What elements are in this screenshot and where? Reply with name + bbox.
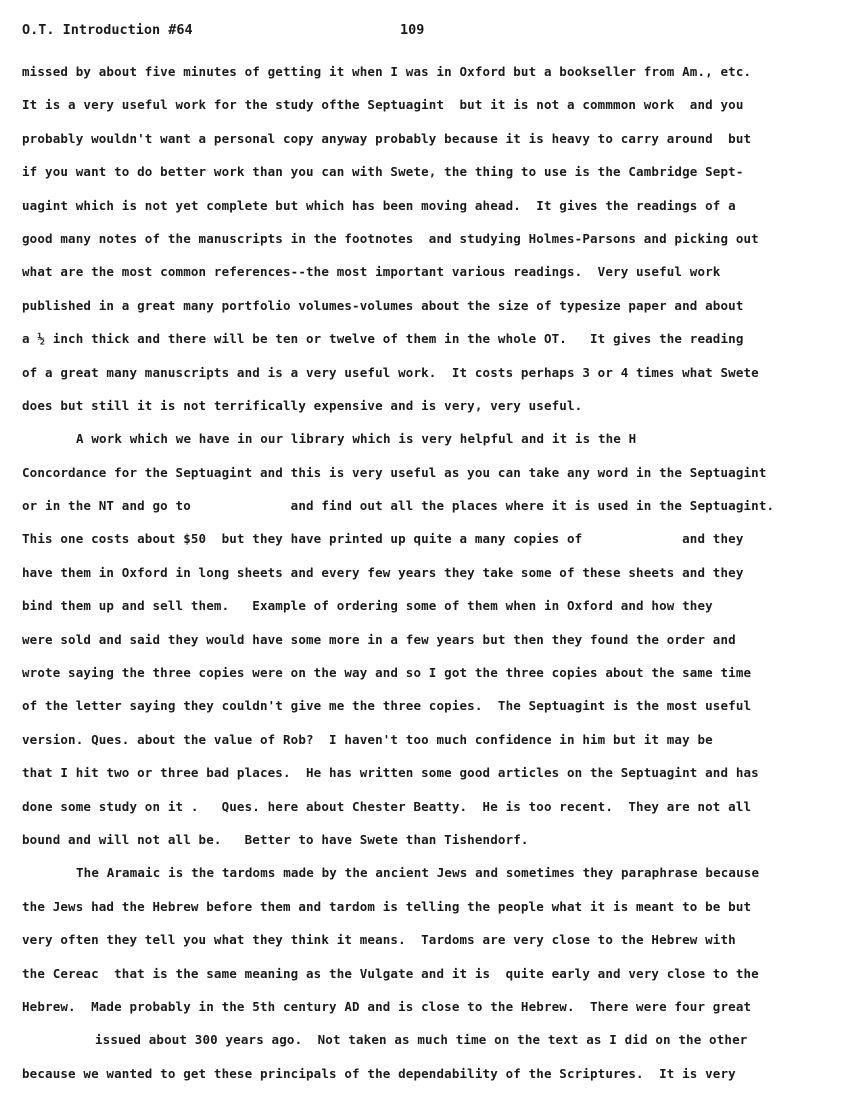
text-line: probably wouldn't want a personal copy anyway probably because it is heavy to carry around but xyxy=(22,130,752,146)
text-line: of the letter saying they couldn't give me the three copies. The Septuagint is the most useful xyxy=(22,698,752,714)
document-title: O.T. Introduction #64 xyxy=(22,22,193,38)
text-line: the Cereac that is the same meaning as the Vulgate and it is quite early and very close to the xyxy=(22,965,759,981)
document-body xyxy=(22,55,834,1090)
text-line: issued about 300 years ago. Not taken as much time on the text as I did on the other xyxy=(95,1032,748,1048)
text-line: what are the most common references--the most important various readings. Very useful work xyxy=(22,264,721,280)
text-line: missed by about five minutes of getting it when I was in Oxford but a bookseller from Am., etc. xyxy=(22,64,752,79)
page-number: 109 xyxy=(400,22,425,38)
text-line: Concordance for the Septuagint and this is very useful as you can take any word in the Septuagint xyxy=(22,464,767,480)
page-header xyxy=(22,22,832,44)
text-line: wrote saying the three copies were on the way and so I got the three copies about the same time xyxy=(22,665,752,681)
text-line: A work which we have in our library which is very helpful and it is the H xyxy=(76,431,637,447)
text-line: bind them up and sell them. Example of ordering some of them when in Oxford and how they xyxy=(22,598,713,614)
text-line: The Aramaic is the tardoms made by the ancient Jews and sometimes they paraphrase because xyxy=(76,865,760,881)
text-line: very often they tell you what they think it means. Tardoms are very close to the Hebrew with xyxy=(22,932,736,948)
text-line: if you want to do better work than you can with Swete, the thing to use is the Cambridge Sept- xyxy=(22,164,744,180)
text-line: good many notes of the manuscripts in the footnotes and studying Holmes-Parsons and picking out xyxy=(22,230,759,246)
text-line: of a great many manuscripts and is a very useful work. It costs perhaps 3 or 4 times what Swete xyxy=(22,364,759,380)
text-line: bound and will not all be. Better to have Swete than Tishendorf. xyxy=(22,831,529,847)
text-line: published in a great many portfolio volumes-volumes about the size of typesize paper and about xyxy=(22,297,744,313)
text-line: have them in Oxford in long sheets and every few years they take some of these sheets and they xyxy=(22,564,744,580)
text-line: were sold and said they would have some more in a few years but then they found the order and xyxy=(22,631,736,647)
text-line: or in the NT and go to and find out all the places where it is used in the Septuagint. xyxy=(22,498,775,514)
text-line: Hebrew. Made probably in the 5th century AD and is close to the Hebrew. There were four great xyxy=(22,998,752,1014)
text-line: because we wanted to get these principals of the dependability of the Scriptures. It is very xyxy=(22,1065,736,1081)
text-line: It is a very useful work for the study ofthe Septuagint but it is not a commmon work and you xyxy=(22,97,744,113)
text-line: This one costs about $50 but they have printed up quite a many copies of and they xyxy=(22,531,744,547)
text-line: version. Ques. about the value of Rob? I haven't too much confidence in him but it may be xyxy=(22,731,713,747)
text-line: a ½ inch thick and there will be ten or twelve of them in the whole OT. It gives the reading xyxy=(22,331,744,347)
text-line: does but still it is not terrifically expensive and is very, very useful. xyxy=(22,397,583,413)
text-line: the Jews had the Hebrew before them and tardom is telling the people what it is meant to be but xyxy=(22,898,752,914)
text-line: done some study on it . Ques. here about Chester Beatty. He is too recent. They are not all xyxy=(22,798,752,814)
text-line: uagint which is not yet complete but which has been moving ahead. It gives the readings of a xyxy=(22,197,736,213)
text-line: that I hit two or three bad places. He has written some good articles on the Septuagint and has xyxy=(22,765,759,781)
